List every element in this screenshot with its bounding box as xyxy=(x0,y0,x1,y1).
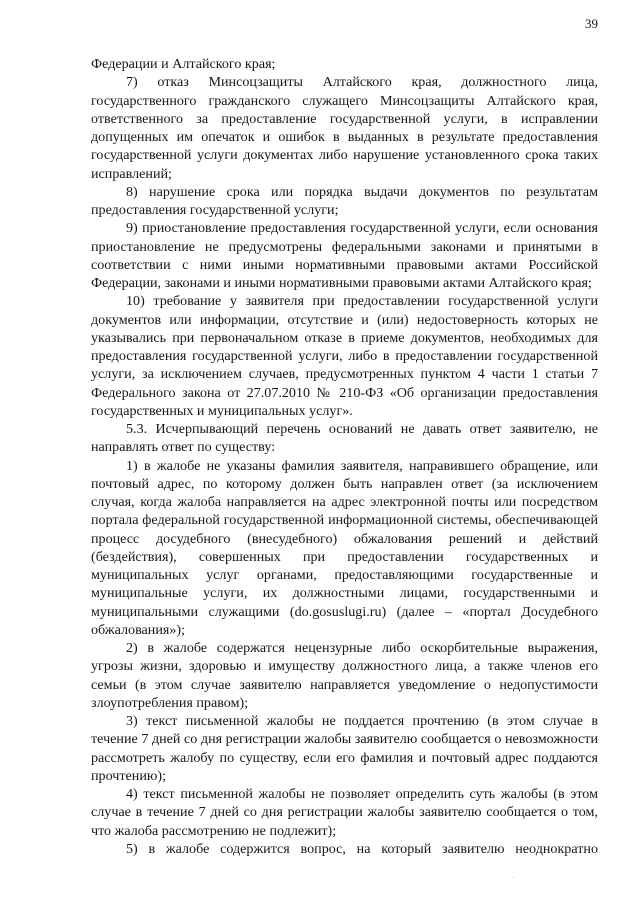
paragraph-item-3: 3) текст письменной жалобы не поддается прочтению (в этом случае в течение 7 дней со дня регистрации жалобы заявителю сообщается о невозможности рассмотреть жалобу по существу, если его фамилия и почтовый адрес поддаются прочтению); xyxy=(91,713,598,784)
document-body xyxy=(91,55,598,858)
paragraph-item-5: 5) в жалобе содержится вопрос, на который заявителю неоднократно xyxy=(126,840,598,857)
paragraph-item-7: 7) отказ Минсоцзащиты Алтайского края, должностного лица, государственного гражданского служащего Минсоцзащиты Алтайского края, ответственного за предоставление государственной услуги, в исправлении допущенных им опечаток и ошибок в выданных в результате предоставления государственной услуги документах либо нарушение установленного срока таких исправлений; xyxy=(91,74,598,182)
paragraph-continuation: Федерации и Алтайского края; xyxy=(91,56,276,72)
paragraph-item-10: 10) требование у заявителя при предоставлении государственной услуги документов или информации, отсутствие и (или) недостоверность которых не указывались при первоначальном отказе в приеме документов, необходимых для предоставления государственной услуги, либо в предоставлении государственной услуги, за исключением случаев, предусмотренных пунктом 4 части 1 статьи 7 Федерального закона от 27.07.2010 № 210-ФЗ «Об организации предоставления государственных и муниципальных услуг». xyxy=(91,293,598,419)
paragraph-item-9: 9) приостановление предоставления государственной услуги, если основания приостановление не предусмотрены федеральными законами и принятыми в соответствии с ними иными нормативными правовыми актами Российской Федерации, законами и иными нормативными правовыми актами Алтайского края; xyxy=(91,220,598,291)
paragraph-item-1: 1) в жалобе не указаны фамилия заявителя, направившего обращение, или почтовый адрес, по которому должен быть направлен ответ (за исключением случая, когда жалоба направляется на адрес электронной почты или посредством портала федеральной государственной информационной системы, обеспечивающей процесс досудебного (внесудебного) обжалования решений и действий (бездействия), совершенных при предоставлении государственных и муниципальных услуг органами, предоставляющими государственные и муниципальные услуги, их должностными лицами, государственными и муниципальными служащими (do.gosuslugi.ru) (далее – «портал Досудебного обжалования»); xyxy=(91,457,598,638)
paragraph-item-8: 8) нарушение срока или порядка выдачи документов по результатам предоставления государственной услуги; xyxy=(91,183,598,218)
scan-speck xyxy=(513,877,514,878)
paragraph-item-2: 2) в жалобе содержатся нецензурные либо оскорбительные выражения, угрозы жизни, здоровью и имуществу должностного лица, а также членов его семьи (в этом случае заявителю направляется уведомление о недопустимости злоупотребления правом); xyxy=(91,640,598,711)
section-5-3-heading: 5.3. Исчерпывающий перечень оснований не давать ответ заявителю, не направлять ответ по существу: xyxy=(91,421,598,456)
page-number: 39 xyxy=(585,16,598,31)
paragraph-item-4: 4) текст письменной жалобы не позволяет определить суть жалобы (в этом случае в течение 7 дней со дня регистрации жалобы заявителю сообщается о том, что жалоба рассмотрению не подлежит); xyxy=(91,786,598,839)
